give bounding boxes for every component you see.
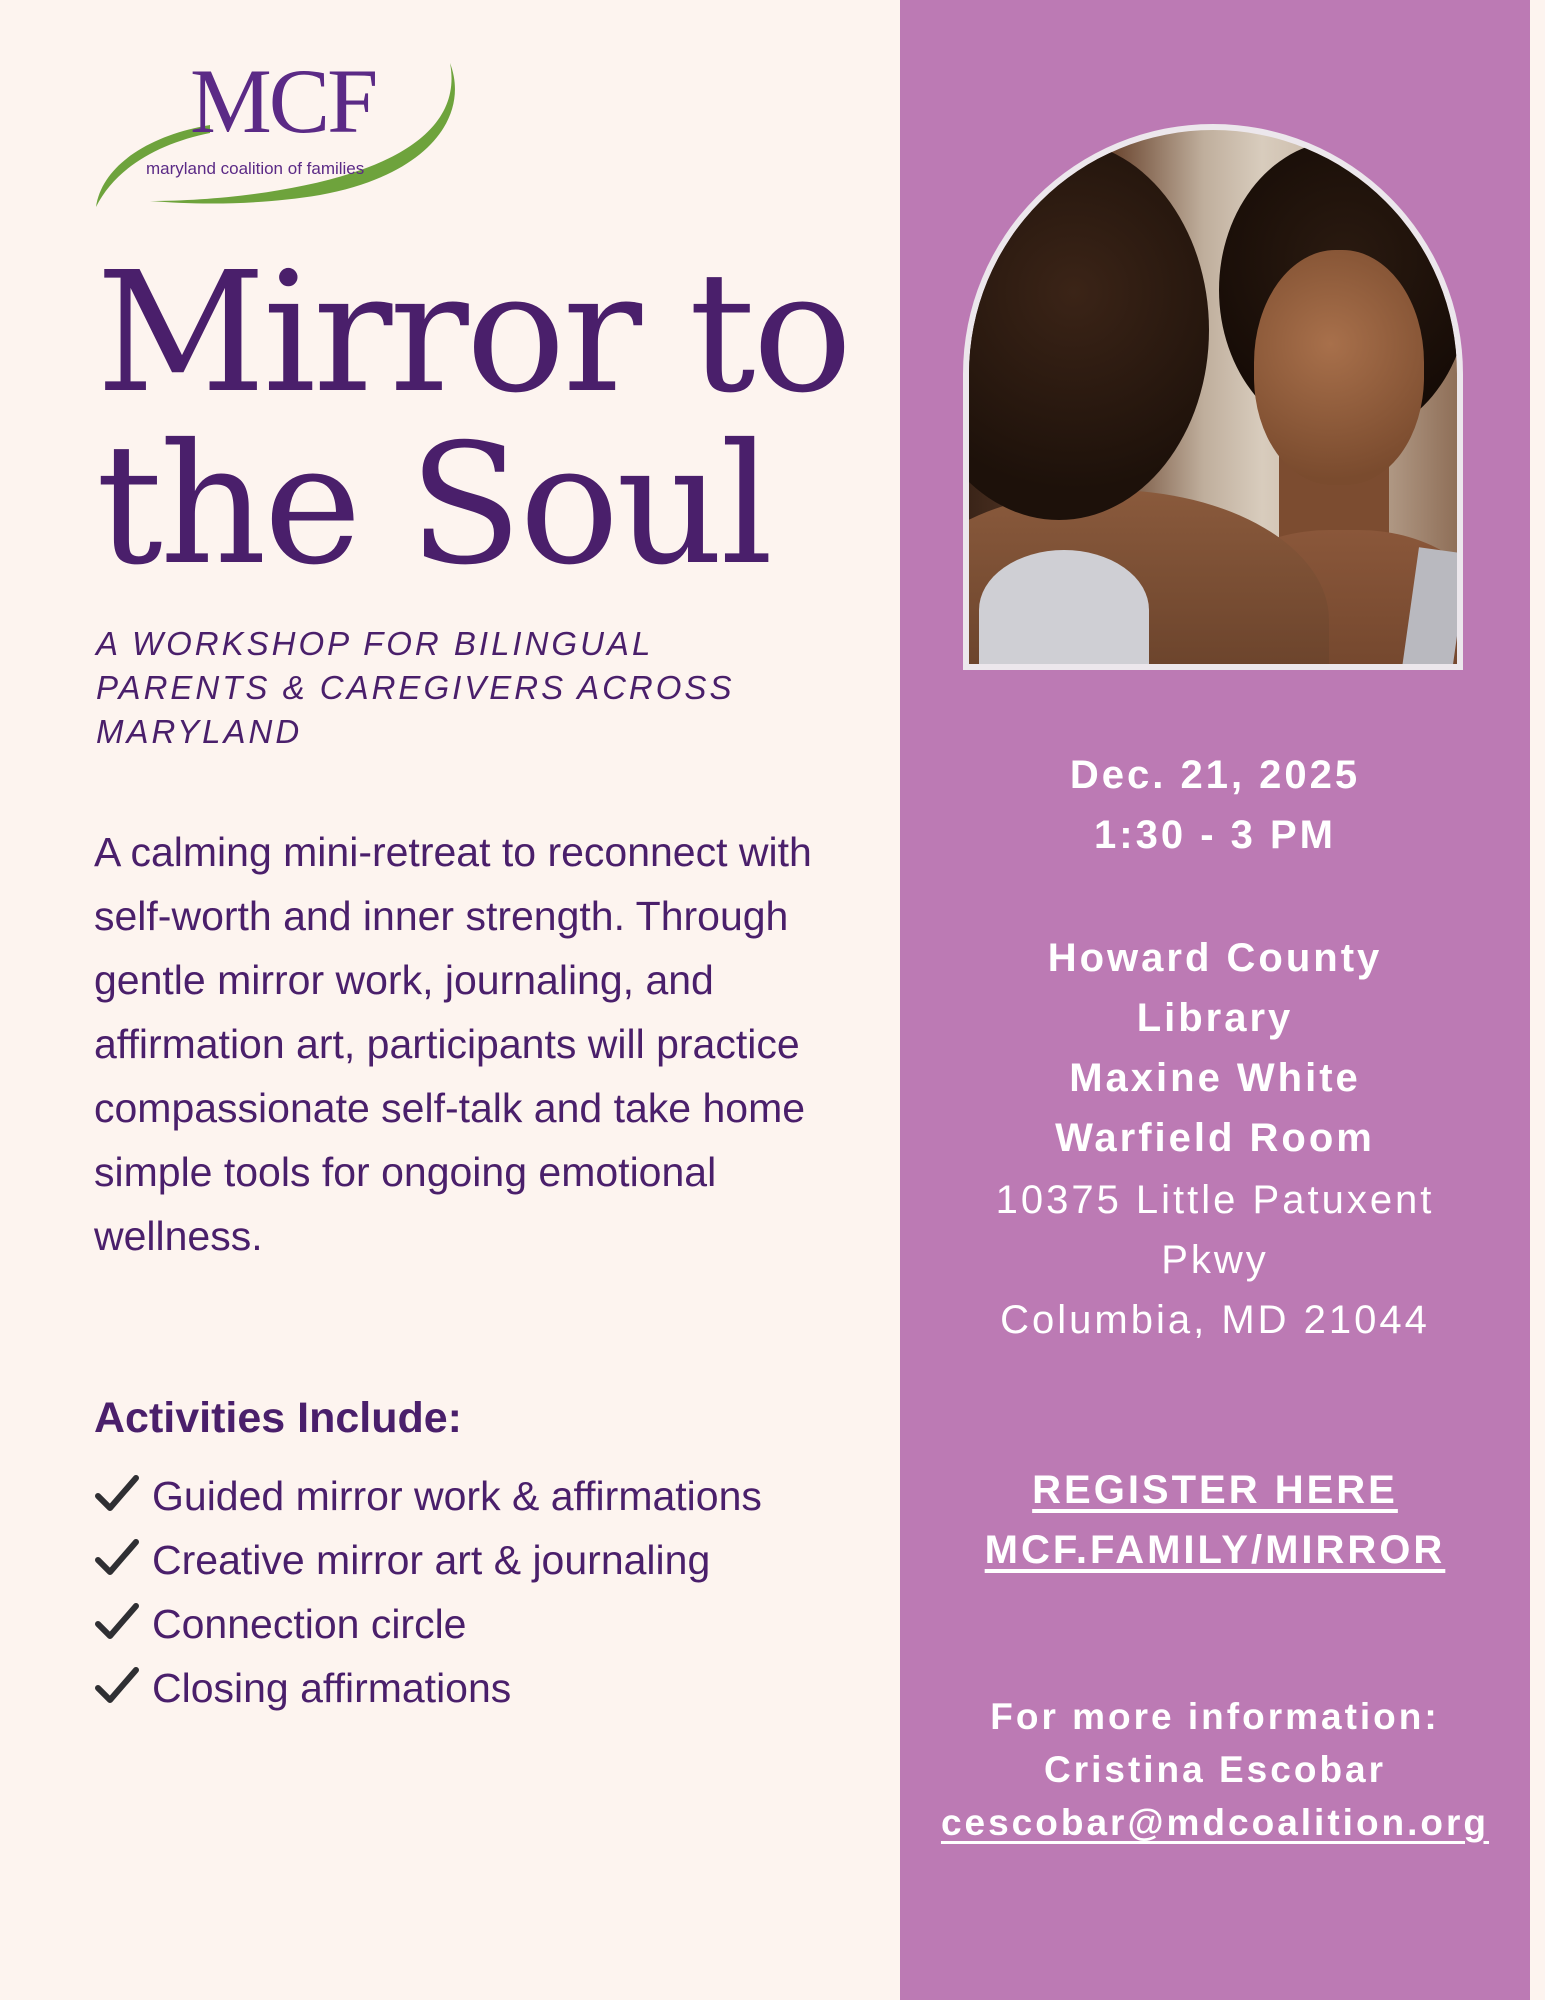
workshop-description: A calming mini-retreat to reconnect with self-worth and inner strength. Through gentle mirror work, journaling, and affirmation art, participants will practice compassionate self-talk and take home simple tools for ongoing emotional wellness. [94,829,812,1259]
activity-text: Connection circle [152,1601,467,1647]
checkmark-icon [94,1666,140,1706]
event-venue [950,928,1480,1168]
foreground-head [969,140,1209,520]
logo-wordmark: MCF [190,50,376,152]
mirror-photo [969,130,1457,664]
activity-text: Guided mirror work & affirmations [152,1473,762,1519]
contact-info [910,1690,1520,1849]
checkmark-icon [94,1538,140,1578]
activities-heading: Activities Include: [94,1394,462,1442]
address-line: Pkwy [1161,1238,1269,1282]
event-time: 1:30 - 3 PM [1094,813,1336,857]
activity-text: Creative mirror art & journaling [152,1537,711,1583]
mcf-logo [90,50,470,215]
register-label[interactable]: REGISTER HERE [1032,1468,1398,1512]
title-line-1: Mirror to [96,237,850,430]
address-line: Columbia, MD 21044 [1000,1298,1430,1342]
contact-email-link[interactable]: cescobar@mdcoalition.org [940,1802,1490,1843]
list-item [94,1592,814,1656]
contact-name: Cristina Escobar [1043,1749,1387,1790]
workshop-subtitle: A WORKSHOP FOR BILINGUAL PARENTS & CAREGIVERS ACROSS MARYLAND [96,625,735,750]
contact-label: For more information: [990,1696,1440,1737]
list-item [94,1464,814,1528]
foreground-tank-strap [979,550,1149,664]
venue-line: Warfield Room [1055,1116,1375,1160]
register-link[interactable] [950,1460,1480,1580]
page-title [96,237,850,602]
venue-line: Library [1136,996,1294,1040]
register-url[interactable]: MCF.FAMILY/MIRROR [984,1528,1446,1572]
checkmark-icon [94,1474,140,1514]
venue-line: Maxine White [1069,1056,1361,1100]
logo-subtitle: maryland coalition of families [146,159,365,178]
photo-arch-frame [963,124,1463,670]
title-line-2: the Soul [96,409,771,602]
event-address [950,1170,1480,1350]
activities-list [94,1464,814,1720]
event-date: Dec. 21, 2025 [1069,753,1361,797]
reflection-face [1254,250,1424,485]
address-line: 10375 Little Patuxent [995,1178,1435,1222]
checkmark-icon [94,1602,140,1642]
venue-line: Howard County [1047,936,1383,980]
event-date-time [950,745,1480,865]
activity-text: Closing affirmations [152,1665,512,1711]
list-item [94,1528,814,1592]
list-item [94,1656,814,1720]
right-edge [1530,0,1545,2000]
